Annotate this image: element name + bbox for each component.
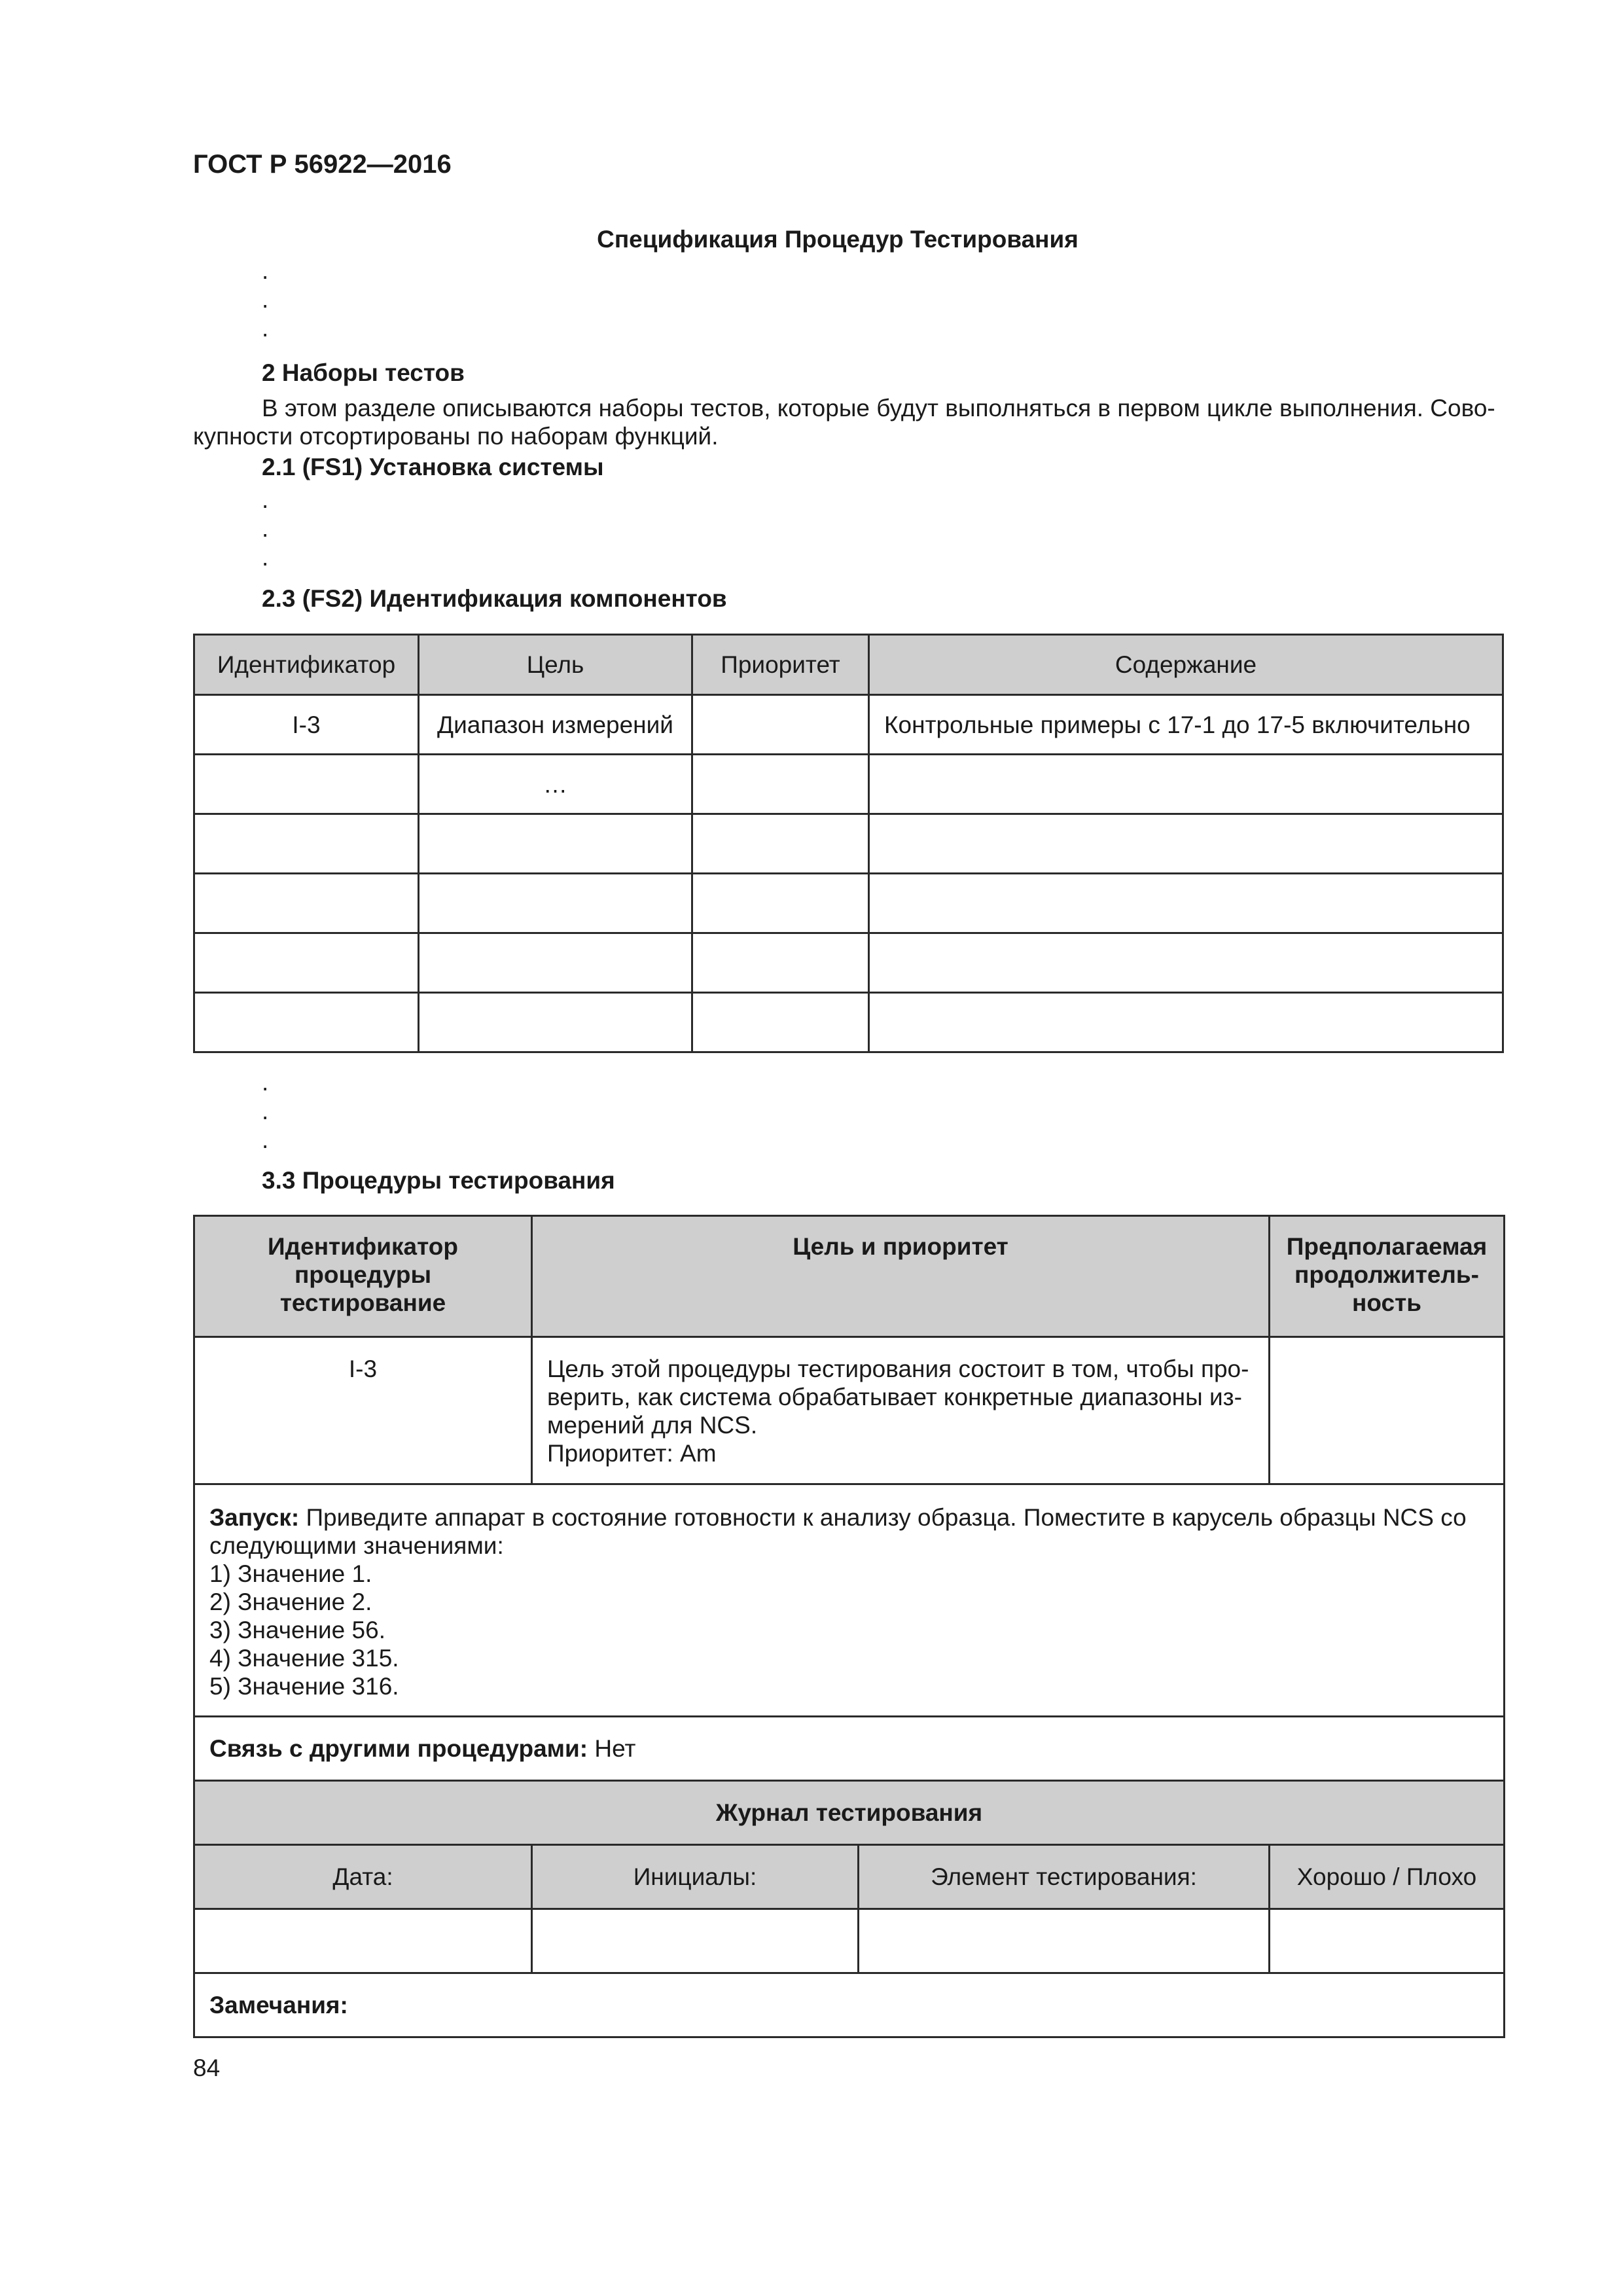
section-2-heading: 2 Наборы тестов [262,359,465,386]
table-cell [692,755,869,814]
goal-text-line: мерений для NCS. [547,1412,758,1439]
table-cell [869,755,1503,814]
table-cell [869,874,1503,933]
ellipsis-dot: . [262,515,269,542]
document-number: ГОСТ Р 56922—2016 [193,150,452,179]
page-number: 84 [193,2054,221,2081]
startup-text: Приведите аппарат в состояние готовности к анализу образца. Поместите в карусель образцы NCS со [299,1504,1467,1531]
startup-cell [194,1484,1505,1717]
table-row [194,933,1503,993]
table-row [194,695,1503,755]
ellipsis-dot: . [262,315,269,342]
column-header: Приоритет [692,635,869,695]
journal-cell [194,1909,532,1973]
journal-column-header: Инициалы: [532,1845,859,1909]
goal-priority-header: Цель и приоритет [532,1216,1270,1337]
procedure-header-row [194,1216,1505,1337]
page-title: Спецификация Процедур Тестирования [597,226,1079,253]
notes-label: Замечания: [194,1973,1505,2037]
journal-header-row [194,1845,1505,1909]
journal-column-header: Дата: [194,1845,532,1909]
table-cell [419,874,692,933]
procedure-id-cell: I-3 [194,1337,532,1484]
journal-column-header: Хорошо / Плохо [1270,1845,1505,1909]
duration-header-line: ность [1352,1289,1421,1316]
section-2-paragraph-line-2: купности отсортированы по наборам функций. [193,423,719,450]
table-row [194,755,1503,814]
value-item: 4) Значение 315. [209,1645,399,1672]
value-item: 2) Значение 2. [209,1588,372,1615]
table-cell: Контрольные примеры с 17-1 до 17-5 включительно [869,695,1503,755]
table-cell: Диапазон измерений [419,695,692,755]
table-cell [419,814,692,874]
startup-row [194,1484,1505,1717]
table-cell [692,933,869,993]
related-procedures-value: Нет [588,1735,636,1762]
duration-header-line: Предполагаемая [1286,1233,1488,1260]
journal-title: Журнал тестирования [194,1781,1505,1845]
table-cell: I-3 [194,695,419,755]
table-cell [194,874,419,933]
table-cell [692,814,869,874]
table-cell [869,993,1503,1052]
duration-header [1270,1216,1505,1337]
value-item: 3) Значение 56. [209,1617,385,1643]
goal-text-line: верить, как система обрабатывает конкретные диапазоны из- [547,1384,1242,1410]
value-item: 5) Значение 316. [209,1673,399,1700]
column-header: Идентификатор [194,635,419,695]
journal-column-header: Элемент тестирования: [859,1845,1270,1909]
column-header: Содержание [869,635,1503,695]
journal-cell [859,1909,1270,1973]
journal-title-row [194,1781,1505,1845]
procedure-row [194,1337,1505,1484]
priority-text: Приоритет: Am [547,1440,717,1467]
ellipsis-dot: . [262,486,269,513]
ellipsis-dot: . [262,1126,269,1153]
table-row [194,993,1503,1052]
procedure-id-header [194,1216,532,1337]
table-cell [419,933,692,993]
table-cell [692,993,869,1052]
ellipsis-dot: . [262,286,269,313]
journal-row [194,1909,1505,1973]
section-2-3-heading: 2.3 (FS2) Идентификация компонентов [262,585,727,612]
duration-cell [1270,1337,1505,1484]
table-cell [869,814,1503,874]
table-cell [692,695,869,755]
related-procedures-row [194,1717,1505,1781]
components-table [193,634,1504,1053]
ellipsis-dot: . [262,1098,269,1124]
procedure-id-header-line: тестирование [279,1289,446,1316]
column-header: Цель [419,635,692,695]
duration-header-line: продолжитель- [1294,1261,1479,1288]
journal-cell [532,1909,859,1973]
table-cell [869,933,1503,993]
ellipsis-dot: . [262,1069,269,1096]
value-item: 1) Значение 1. [209,1560,372,1587]
ellipsis-dot: . [262,257,269,284]
startup-line: следующими значениями: [209,1532,504,1559]
related-procedures-cell [194,1717,1505,1781]
startup-line [209,1503,1489,1532]
section-2-paragraph-line-1: В этом разделе описываются наборы тестов, которые будут выполняться в первом цикле выполнения. Сово- [262,395,1495,422]
table-cell [194,933,419,993]
notes-row [194,1973,1505,2037]
goal-text-line: Цель этой процедуры тестирования состоит в том, чтобы про- [547,1355,1249,1382]
table-cell [692,874,869,933]
table-cell [194,755,419,814]
procedure-id-header-line: Идентификатор [268,1233,458,1260]
goal-priority-cell [532,1337,1270,1484]
table-cell [419,993,692,1052]
journal-cell [1270,1909,1505,1973]
test-procedure-table [193,1215,1505,2038]
table-row [194,874,1503,933]
startup-label: Запуск: [209,1504,300,1531]
table-cell: … [419,755,692,814]
section-3-3-heading: 3.3 Процедуры тестирования [262,1167,615,1194]
table-cell [194,993,419,1052]
table-header-row [194,635,1503,695]
section-2-1-heading: 2.1 (FS1) Установка системы [262,454,604,480]
related-procedures-label: Связь с другими процедурами: [209,1735,588,1762]
ellipsis-dot: . [262,544,269,571]
procedure-id-header-line: процедуры [294,1261,432,1288]
table-row [194,814,1503,874]
table-cell [194,814,419,874]
